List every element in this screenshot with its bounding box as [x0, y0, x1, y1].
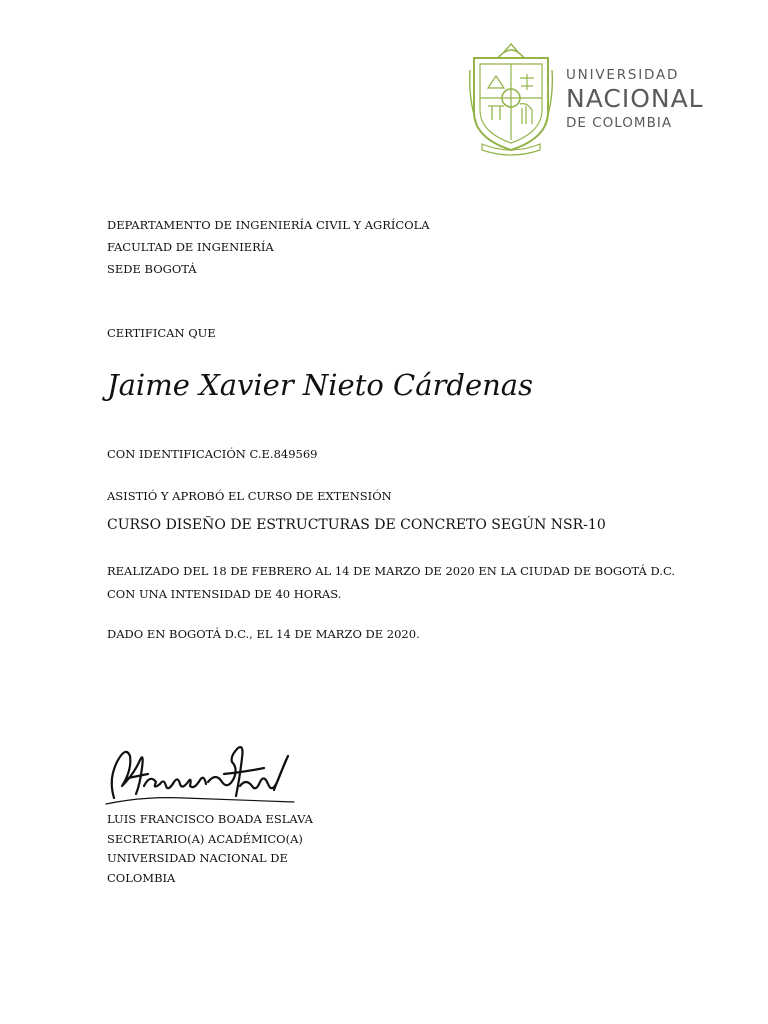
issue-date: DADO EN BOGOTÁ D.C., EL 14 DE MARZO DE 2020.	[107, 627, 420, 641]
logo-line-nacional: NACIONAL	[566, 84, 704, 113]
campus-line: SEDE BOGOTÁ	[107, 262, 197, 276]
attendance-text: ASISTIÓ Y APROBÓ EL CURSO DE EXTENSIÓN	[107, 489, 392, 503]
recipient-name: Jaime Xavier Nieto Cárdenas	[107, 368, 533, 402]
course-dates: REALIZADO DEL 18 DE FEBRERO AL 14 DE MARZO DE 2020 EN LA CIUDAD DE BOGOTÁ D.C.	[107, 564, 676, 578]
handwritten-signature	[104, 738, 300, 814]
certify-label: CERTIFICAN QUE	[107, 326, 216, 340]
faculty-line: FACULTAD DE INGENIERÍA	[107, 240, 274, 254]
signer-block	[107, 810, 313, 888]
identification-text: CON IDENTIFICACIÓN C.E.849569	[107, 447, 318, 461]
course-details	[107, 560, 675, 606]
university-seal-icon	[468, 40, 554, 156]
department-header	[107, 214, 430, 280]
logo-line-universidad: UNIVERSIDAD	[566, 67, 680, 83]
logo-line-de-colombia: DE COLOMBIA	[566, 115, 673, 131]
course-title: CURSO DISEÑO DE ESTRUCTURAS DE CONCRETO SEGÚN NSR-10	[107, 517, 606, 533]
signer-org-line2: COLOMBIA	[107, 870, 176, 885]
signer-name: LUIS FRANCISCO BOADA ESLAVA	[107, 812, 313, 826]
course-hours: CON UNA INTENSIDAD DE 40 HORAS.	[107, 587, 342, 601]
signer-org-line1: UNIVERSIDAD NACIONAL DE	[107, 851, 288, 865]
university-logo	[468, 40, 728, 156]
signer-title: SECRETARIO(A) ACADÉMICO(A)	[107, 831, 303, 846]
department-line: DEPARTAMENTO DE INGENIERÍA CIVIL Y AGRÍCOLA	[107, 218, 430, 232]
